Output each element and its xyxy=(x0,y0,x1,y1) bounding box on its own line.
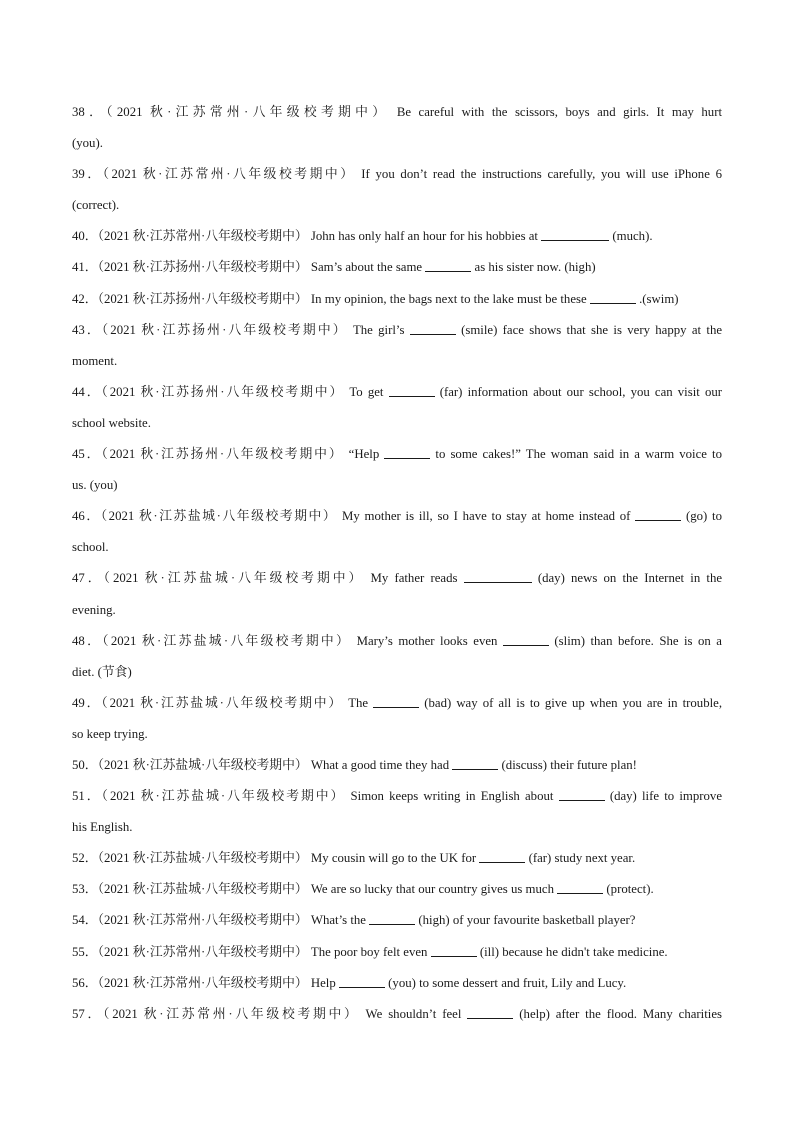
question-number: 48． xyxy=(72,633,103,648)
question-continuation-line xyxy=(72,412,722,443)
answer-blank[interactable] xyxy=(373,694,419,708)
question-text: The poor boy felt even xyxy=(310,944,428,959)
question-text-after-blank: (bad) way of all is to give up when you are in trouble, xyxy=(424,695,722,710)
answer-blank[interactable] xyxy=(479,849,525,863)
question-number: 42． xyxy=(72,291,98,306)
question-text-after-blank: (help) after the flood. Many charities xyxy=(519,1006,722,1021)
answer-blank[interactable] xyxy=(557,880,603,894)
question-source: （2021 秋·江苏扬州·八年级校考期中） xyxy=(97,291,308,306)
answer-blank[interactable] xyxy=(590,290,636,304)
question-continuation-line xyxy=(72,194,722,225)
question-text: We are so lucky that our country gives us much xyxy=(310,882,554,897)
question-number: 39． xyxy=(72,167,103,182)
question-text-after-blank: (smile) face shows that she is very happy at the xyxy=(461,322,722,337)
question-text: What a good time they had xyxy=(310,757,450,772)
question-number: 51． xyxy=(72,789,102,804)
question-line xyxy=(72,1003,722,1034)
question-line xyxy=(72,909,722,940)
question-text-after-blank: (protect). xyxy=(606,882,654,897)
question-source: （2021 秋·江苏常州·八年级校考期中） xyxy=(97,913,308,928)
question-text: (correct). xyxy=(72,198,120,213)
question-source: （2021 秋·江苏盐城·八年级校考期中） xyxy=(101,695,344,710)
question-text: Help xyxy=(310,975,336,990)
question-continuation-line xyxy=(72,723,722,754)
question-line xyxy=(72,878,722,909)
exercise-page xyxy=(72,101,722,1034)
question-source: （2021 秋·江苏盐城·八年级校考期中） xyxy=(97,757,308,772)
question-text: What’s the xyxy=(310,913,366,928)
question-text-after-blank: .(swim) xyxy=(639,291,679,306)
question-text-after-blank: (slim) than before. She is on a xyxy=(554,633,722,648)
question-continuation-line xyxy=(72,350,722,381)
question-text: moment. xyxy=(72,353,118,368)
question-text: Simon keeps writing in English about xyxy=(350,789,554,804)
question-text: The girl’s xyxy=(352,322,405,337)
question-text: school website. xyxy=(72,415,151,430)
question-text: In my opinion, the bags next to the lake must be these xyxy=(310,291,587,306)
question-source: （2021 秋·江苏盐城·八年级校考期中） xyxy=(101,789,346,804)
question-line xyxy=(72,972,722,1003)
question-line xyxy=(72,443,722,474)
question-line xyxy=(72,163,722,194)
question-line xyxy=(72,256,722,287)
question-source: （2021 秋·江苏扬州·八年级校考期中） xyxy=(97,260,308,275)
question-text: We shouldn’t feel xyxy=(365,1006,462,1021)
question-text: If you don’t read the instructions carefully, you will use iPhone 6 xyxy=(361,167,722,182)
question-source: （2021 秋·江苏盐城·八年级校考期中） xyxy=(100,509,338,524)
question-source: （2021 秋·江苏盐城·八年级校考期中） xyxy=(97,882,308,897)
question-text: My cousin will go to the UK for xyxy=(310,851,477,866)
question-source: （2021 秋·江苏常州·八年级校考期中） xyxy=(103,1006,360,1021)
question-text: To get xyxy=(349,384,384,399)
question-line xyxy=(72,225,722,256)
question-source: （2021 秋·江苏常州·八年级校考期中） xyxy=(102,167,356,182)
question-line xyxy=(72,754,722,785)
question-text: The xyxy=(348,695,369,710)
question-text-after-blank: (you) to some dessert and fruit, Lily and Lucy. xyxy=(388,975,627,990)
question-continuation-line xyxy=(72,661,722,692)
question-number: 44． xyxy=(72,384,102,399)
question-text: “Help xyxy=(348,447,380,462)
answer-blank[interactable] xyxy=(389,383,435,397)
question-continuation-line xyxy=(72,599,722,630)
question-source: （2021 秋·江苏常州·八年级校考期中） xyxy=(106,105,390,119)
question-number: 38． xyxy=(72,105,107,119)
question-text: so keep trying. xyxy=(72,726,148,741)
question-source: （2021 秋·江苏常州·八年级校考期中） xyxy=(97,229,308,244)
question-line xyxy=(72,505,722,536)
question-text-after-blank: (ill) because he didn't take medicine. xyxy=(479,944,668,959)
question-continuation-line xyxy=(72,132,722,163)
question-number: 41． xyxy=(72,260,98,275)
answer-blank[interactable] xyxy=(464,569,532,583)
answer-blank[interactable] xyxy=(541,227,609,241)
question-line xyxy=(72,567,722,598)
question-text: Be careful with the scissors, boys and girls. It may hurt xyxy=(396,105,722,119)
question-source: （2021 秋·江苏盐城·八年级校考期中） xyxy=(103,571,365,586)
question-text-after-blank: (discuss) their future plan! xyxy=(501,757,637,772)
question-number: 46． xyxy=(72,509,101,524)
question-continuation-line xyxy=(72,474,722,505)
question-continuation-line xyxy=(72,816,722,847)
question-text: My father reads xyxy=(370,571,458,586)
question-number: 47． xyxy=(72,571,104,586)
answer-blank[interactable] xyxy=(635,507,681,521)
question-text-after-blank: (day) news on the Internet in the xyxy=(537,571,722,586)
question-number: 57． xyxy=(72,1006,104,1021)
question-text: us. (you) xyxy=(72,478,118,493)
question-line xyxy=(72,847,722,878)
question-continuation-line xyxy=(72,536,722,567)
question-source: （2021 秋·江苏常州·八年级校考期中） xyxy=(97,975,308,990)
question-source: （2021 秋·江苏盐城·八年级校考期中） xyxy=(97,851,308,866)
question-text-after-blank: as his sister now. (high) xyxy=(474,260,596,275)
question-number: 50． xyxy=(72,757,98,772)
question-text: Sam’s about the same xyxy=(310,260,423,275)
question-text: evening. xyxy=(72,602,116,617)
question-line xyxy=(72,692,722,723)
question-line xyxy=(72,101,722,132)
answer-blank[interactable] xyxy=(425,258,471,272)
question-source: （2021 秋·江苏扬州·八年级校考期中） xyxy=(101,384,345,399)
question-text: John has only half an hour for his hobbies at xyxy=(310,229,538,244)
answer-blank[interactable] xyxy=(503,632,549,646)
question-source: （2021 秋·江苏扬州·八年级校考期中） xyxy=(101,322,348,337)
question-text: diet. (节食) xyxy=(72,664,132,679)
question-text-after-blank: (far) information about our school, you can visit our xyxy=(439,384,722,399)
question-number: 55． xyxy=(72,944,98,959)
question-text-after-blank: to some cakes!” The woman said in a warm voice to xyxy=(435,447,722,462)
question-number: 54． xyxy=(72,913,98,928)
question-line xyxy=(72,288,722,319)
question-text-after-blank: (go) to xyxy=(685,509,722,524)
answer-blank[interactable] xyxy=(410,321,456,335)
question-line xyxy=(72,941,722,972)
question-number: 40． xyxy=(72,229,98,244)
question-line xyxy=(72,785,722,816)
question-line xyxy=(72,381,722,412)
question-source: （2021 秋·江苏扬州·八年级校考期中） xyxy=(101,447,344,462)
answer-blank[interactable] xyxy=(431,943,477,957)
question-line xyxy=(72,319,722,350)
question-source: （2021 秋·江苏常州·八年级校考期中） xyxy=(97,944,308,959)
question-number: 56． xyxy=(72,975,98,990)
answer-blank[interactable] xyxy=(369,911,415,925)
question-number: 43． xyxy=(72,322,102,337)
answer-blank[interactable] xyxy=(384,445,430,459)
question-number: 52． xyxy=(72,851,98,866)
question-text-after-blank: (high) of your favourite basketball player? xyxy=(418,913,636,928)
answer-blank[interactable] xyxy=(339,974,385,988)
question-text: Mary’s mother looks even xyxy=(356,633,498,648)
question-text: school. xyxy=(72,540,109,555)
question-text: his English. xyxy=(72,820,133,835)
question-number: 49． xyxy=(72,695,102,710)
answer-blank[interactable] xyxy=(467,1005,513,1019)
question-number: 53． xyxy=(72,882,98,897)
question-line xyxy=(72,630,722,661)
answer-blank[interactable] xyxy=(559,787,605,801)
question-text-after-blank: (day) life to improve xyxy=(609,789,722,804)
question-text-after-blank: (much). xyxy=(612,229,653,244)
question-source: （2021 秋·江苏盐城·八年级校考期中） xyxy=(102,633,352,648)
question-text: My mother is ill, so I have to stay at home instead of xyxy=(342,509,631,524)
question-number: 45． xyxy=(72,447,102,462)
question-text: (you). xyxy=(72,136,103,151)
answer-blank[interactable] xyxy=(452,756,498,770)
question-text-after-blank: (far) study next year. xyxy=(528,851,636,866)
